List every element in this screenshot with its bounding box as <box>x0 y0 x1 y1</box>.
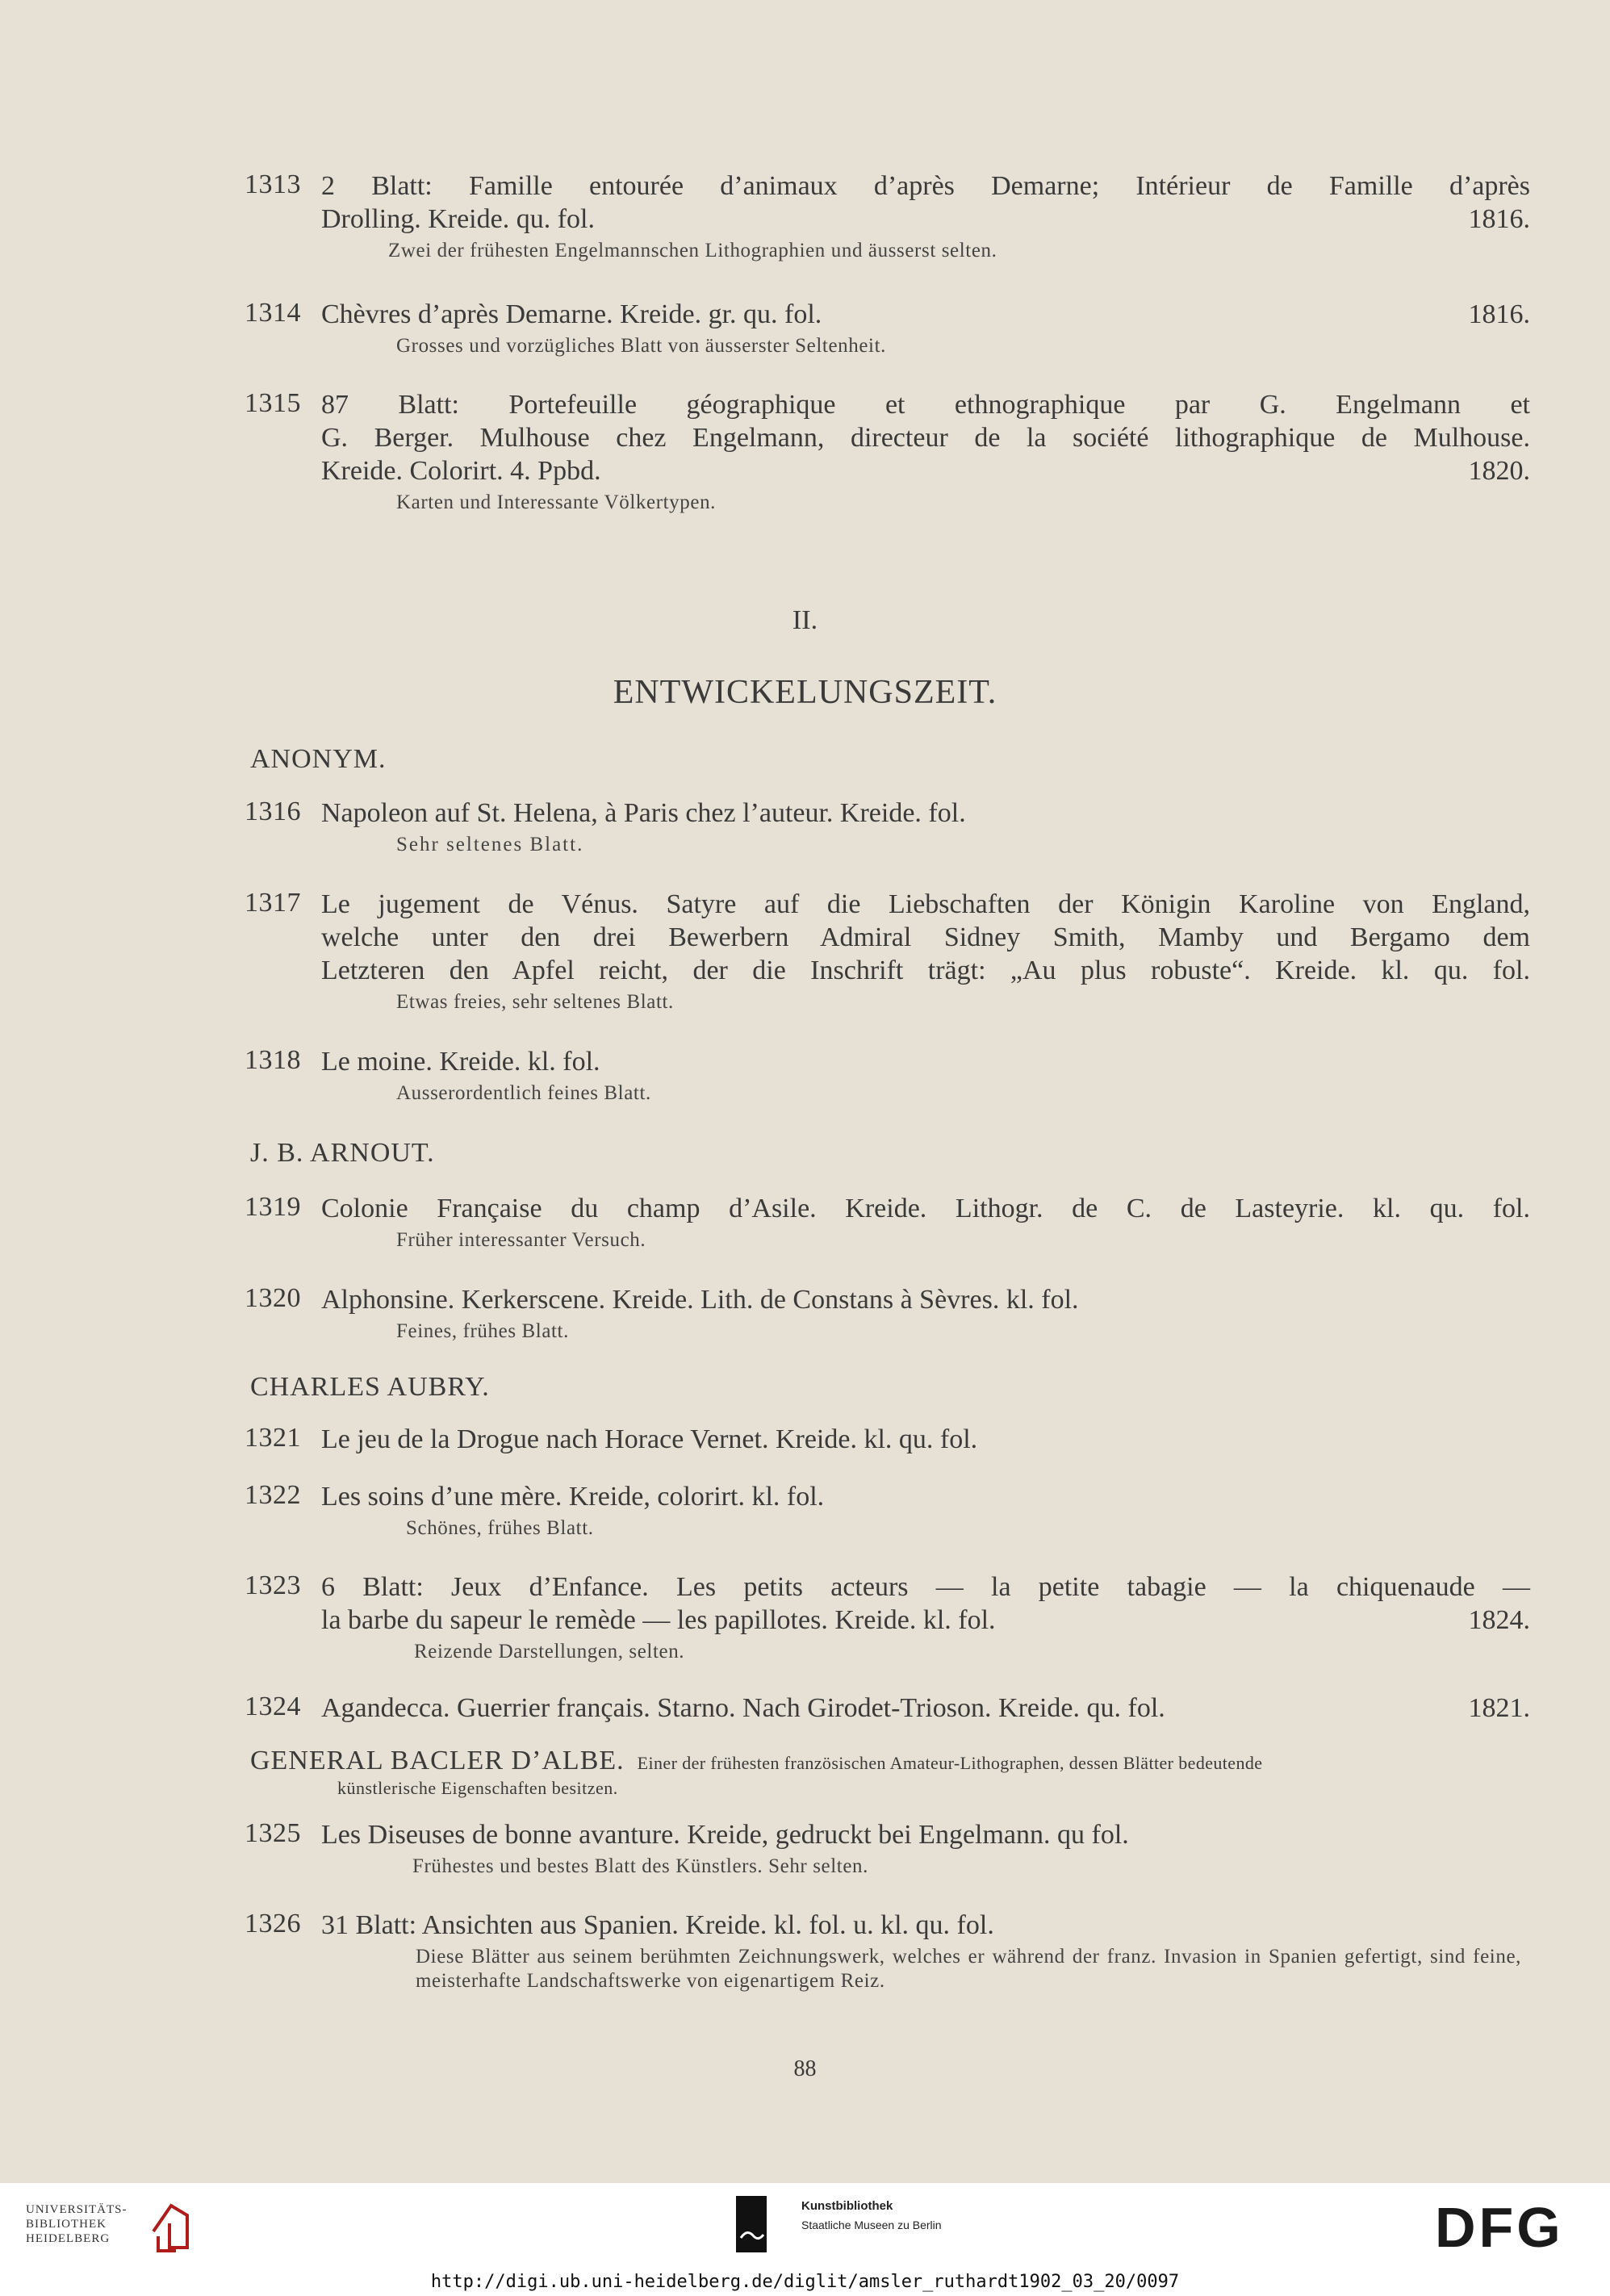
catalog-entry-1324 <box>245 1692 1530 1725</box>
entry-text: Kreide. Colorirt. 4. Ppbd. <box>321 456 601 486</box>
entry-text-line <box>321 454 1530 487</box>
footer-bar <box>0 2183 1610 2296</box>
uni-name-line: BIBLIOTHEK <box>26 2218 107 2231</box>
entry-note: Reizende Darstellungen, selten. <box>414 1641 685 1662</box>
catalog-entry-1323 <box>245 1570 1530 1664</box>
entry-number: 1318 <box>245 1045 301 1075</box>
uni-name-line: HEIDELBERG <box>26 2232 111 2245</box>
entry-text-line: Le jeu de la Drogue nach Horace Vernet. Kreide. kl. qu. fol. <box>321 1424 978 1454</box>
artist-heading: CHARLES AUBRY. <box>250 1372 490 1402</box>
entry-note: Sehr seltenes Blatt. <box>396 834 584 855</box>
entry-number: 1323 <box>245 1570 301 1600</box>
artist-heading-line <box>250 1746 1533 1776</box>
entry-text-line <box>321 203 1530 236</box>
entry-note: Etwas freies, sehr seltenes Blatt. <box>396 991 674 1013</box>
entry-text-line: 2 Blatt: Famille entourée d’animaux d’après Demarne; Intérieur de Famille d’après <box>321 171 1530 201</box>
entry-text-line: Letzteren den Apfel reicht, der die Inschrift trägt: „Au plus robuste“. Kreide. kl. qu. fol. <box>321 956 1530 985</box>
entry-text: Agandecca. Guerrier français. Starno. Nach Girodet-Trioson. Kreide. qu. fol. <box>321 1693 1165 1723</box>
entry-text: la barbe du sapeur le remède — les papillotes. Kreide. kl. fol. <box>321 1605 996 1635</box>
artist-note: Einer der frühesten französischen Amateur-Lithographen, dessen Blätter bedeutende <box>637 1753 1263 1773</box>
entry-text-line: 6 Blatt: Jeux d’Enfance. Les petits acteurs — la petite tabagie — la chiquenaude — <box>321 1572 1530 1602</box>
artist-heading: ANONYM. <box>250 744 387 774</box>
entry-text-line <box>321 298 1530 331</box>
catalog-entry-1317 <box>245 888 1530 1014</box>
entry-note: Grosses und vorzügliches Blatt von äusserster Seltenheit. <box>396 335 887 357</box>
artist-heading: GENERAL BACLER D’ALBE. <box>250 1746 625 1775</box>
entry-number: 1322 <box>245 1480 301 1510</box>
artist-block-bacler <box>250 1746 1533 1799</box>
catalog-entry-1313 <box>245 169 1530 263</box>
source-url-link[interactable]: http://digi.ub.uni-heidelberg.de/diglit/amsler_ruthardt1902_03_20/0097 <box>430 2272 1180 2292</box>
entry-number: 1324 <box>245 1692 301 1721</box>
catalog-entry-1316 <box>245 797 1530 857</box>
entry-year: 1816. <box>1468 204 1530 234</box>
kunstbibliothek-title: Kunstbibliothek <box>801 2199 893 2213</box>
entry-number: 1315 <box>245 388 301 418</box>
catalog-entry-1326 <box>245 1909 1530 1993</box>
entry-number: 1325 <box>245 1818 301 1848</box>
catalog-entry-1320 <box>245 1283 1530 1344</box>
entry-number: 1316 <box>245 797 301 826</box>
entry-text-line <box>321 1604 1530 1637</box>
entry-number: 1319 <box>245 1192 301 1222</box>
entry-text-line: welche unter den drei Bewerbern Admiral Sidney Smith, Mamby und Bergamo dem <box>321 922 1530 952</box>
section-title: ENTWICKELUNGSZEIT. <box>613 674 997 711</box>
entry-year: 1820. <box>1468 456 1530 486</box>
entry-text-line: 31 Blatt: Ansichten aus Spanien. Kreide. kl. fol. u. kl. qu. fol. <box>321 1910 994 1940</box>
catalog-entry-1315 <box>245 388 1530 515</box>
entry-number: 1314 <box>245 298 301 328</box>
entry-note: Frühestes und bestes Blatt des Künstlers. Sehr selten. <box>412 1855 868 1877</box>
entry-text-line: 87 Blatt: Portefeuille géographique et ethnographique par G. Engelmann et <box>321 390 1530 420</box>
dfg-logo[interactable]: DFG <box>1435 2196 1564 2259</box>
entry-year: 1816. <box>1468 299 1530 329</box>
entry-note: Zwei der frühesten Engelmannschen Lithographien und äusserst selten. <box>388 240 997 261</box>
catalog-entry-1318 <box>245 1045 1530 1106</box>
entry-number: 1326 <box>245 1909 301 1938</box>
uni-name-line: UNIVERSITÄTS- <box>26 2203 128 2216</box>
entry-text-line: Le moine. Kreide. kl. fol. <box>321 1047 600 1077</box>
entry-text-line: Les soins d’une mère. Kreide, colorirt. kl. fol. <box>321 1482 825 1512</box>
catalog-entry-1319 <box>245 1192 1530 1253</box>
catalog-entry-1322 <box>245 1480 1530 1541</box>
entry-number: 1320 <box>245 1283 301 1313</box>
entry-text-line: Napoleon auf St. Helena, à Paris chez l’auteur. Kreide. fol. <box>321 798 966 828</box>
entry-number: 1321 <box>245 1423 301 1453</box>
uni-heidelberg-wordmark[interactable] <box>26 2202 128 2246</box>
uni-heidelberg-logo-icon[interactable] <box>147 2199 194 2256</box>
artist-heading: J. B. ARNOUT. <box>250 1138 435 1168</box>
entry-text-line: G. Berger. Mulhouse chez Engelmann, directeur de la société lithographique de Mulhouse. <box>321 423 1530 453</box>
section-number: II. <box>792 605 818 635</box>
entry-note: Ausserordentlich feines Blatt. <box>396 1082 651 1104</box>
entry-note: Diese Blätter aus seinem berühmten Zeichnungswerk, welches er während der franz. Invasion in Spanien gefertigt, sind feine, meisterhafte Landschaftswerke von eigenartigem Reiz. <box>416 1946 1521 1992</box>
entry-number: 1317 <box>245 888 301 918</box>
artist-note: künstlerische Eigenschaften besitzen. <box>337 1778 618 1798</box>
entry-note: Schönes, frühes Blatt. <box>406 1517 594 1539</box>
catalog-entry-1321 <box>245 1423 1530 1456</box>
entry-year: 1824. <box>1468 1605 1530 1635</box>
entry-text: Chèvres d’après Demarne. Kreide. gr. qu. fol. <box>321 299 822 329</box>
catalog-entry-1314 <box>245 298 1530 358</box>
entry-text: Drolling. Kreide. qu. fol. <box>321 204 595 234</box>
kunstbibliothek-subtitle: Staatliche Museen zu Berlin <box>801 2219 942 2231</box>
entry-text-line: Le jugement de Vénus. Satyre auf die Liebschaften der Königin Karoline von England, <box>321 889 1530 919</box>
entry-text-line: Alphonsine. Kerkerscene. Kreide. Lith. de Constans à Sèvres. kl. fol. <box>321 1285 1079 1315</box>
entry-number: 1313 <box>245 169 301 199</box>
entry-text-line: Les Diseuses de bonne avanture. Kreide, gedruckt bei Engelmann. qu fol. <box>321 1820 1129 1850</box>
entry-text-line: Colonie Française du champ d’Asile. Kreide. Lithogr. de C. de Lasteyrie. kl. qu. fol. <box>321 1194 1530 1223</box>
entry-note: Karten und Interessante Völkertypen. <box>396 491 717 513</box>
kunstbibliothek-logo-icon[interactable] <box>736 2196 767 2252</box>
entry-note: Früher interessanter Versuch. <box>396 1229 646 1251</box>
entry-text-line <box>321 1692 1530 1725</box>
page-number: 88 <box>793 2056 817 2081</box>
entry-year: 1821. <box>1468 1693 1530 1723</box>
entry-note: Feines, frühes Blatt. <box>396 1320 569 1342</box>
catalog-entry-1325 <box>245 1818 1530 1879</box>
